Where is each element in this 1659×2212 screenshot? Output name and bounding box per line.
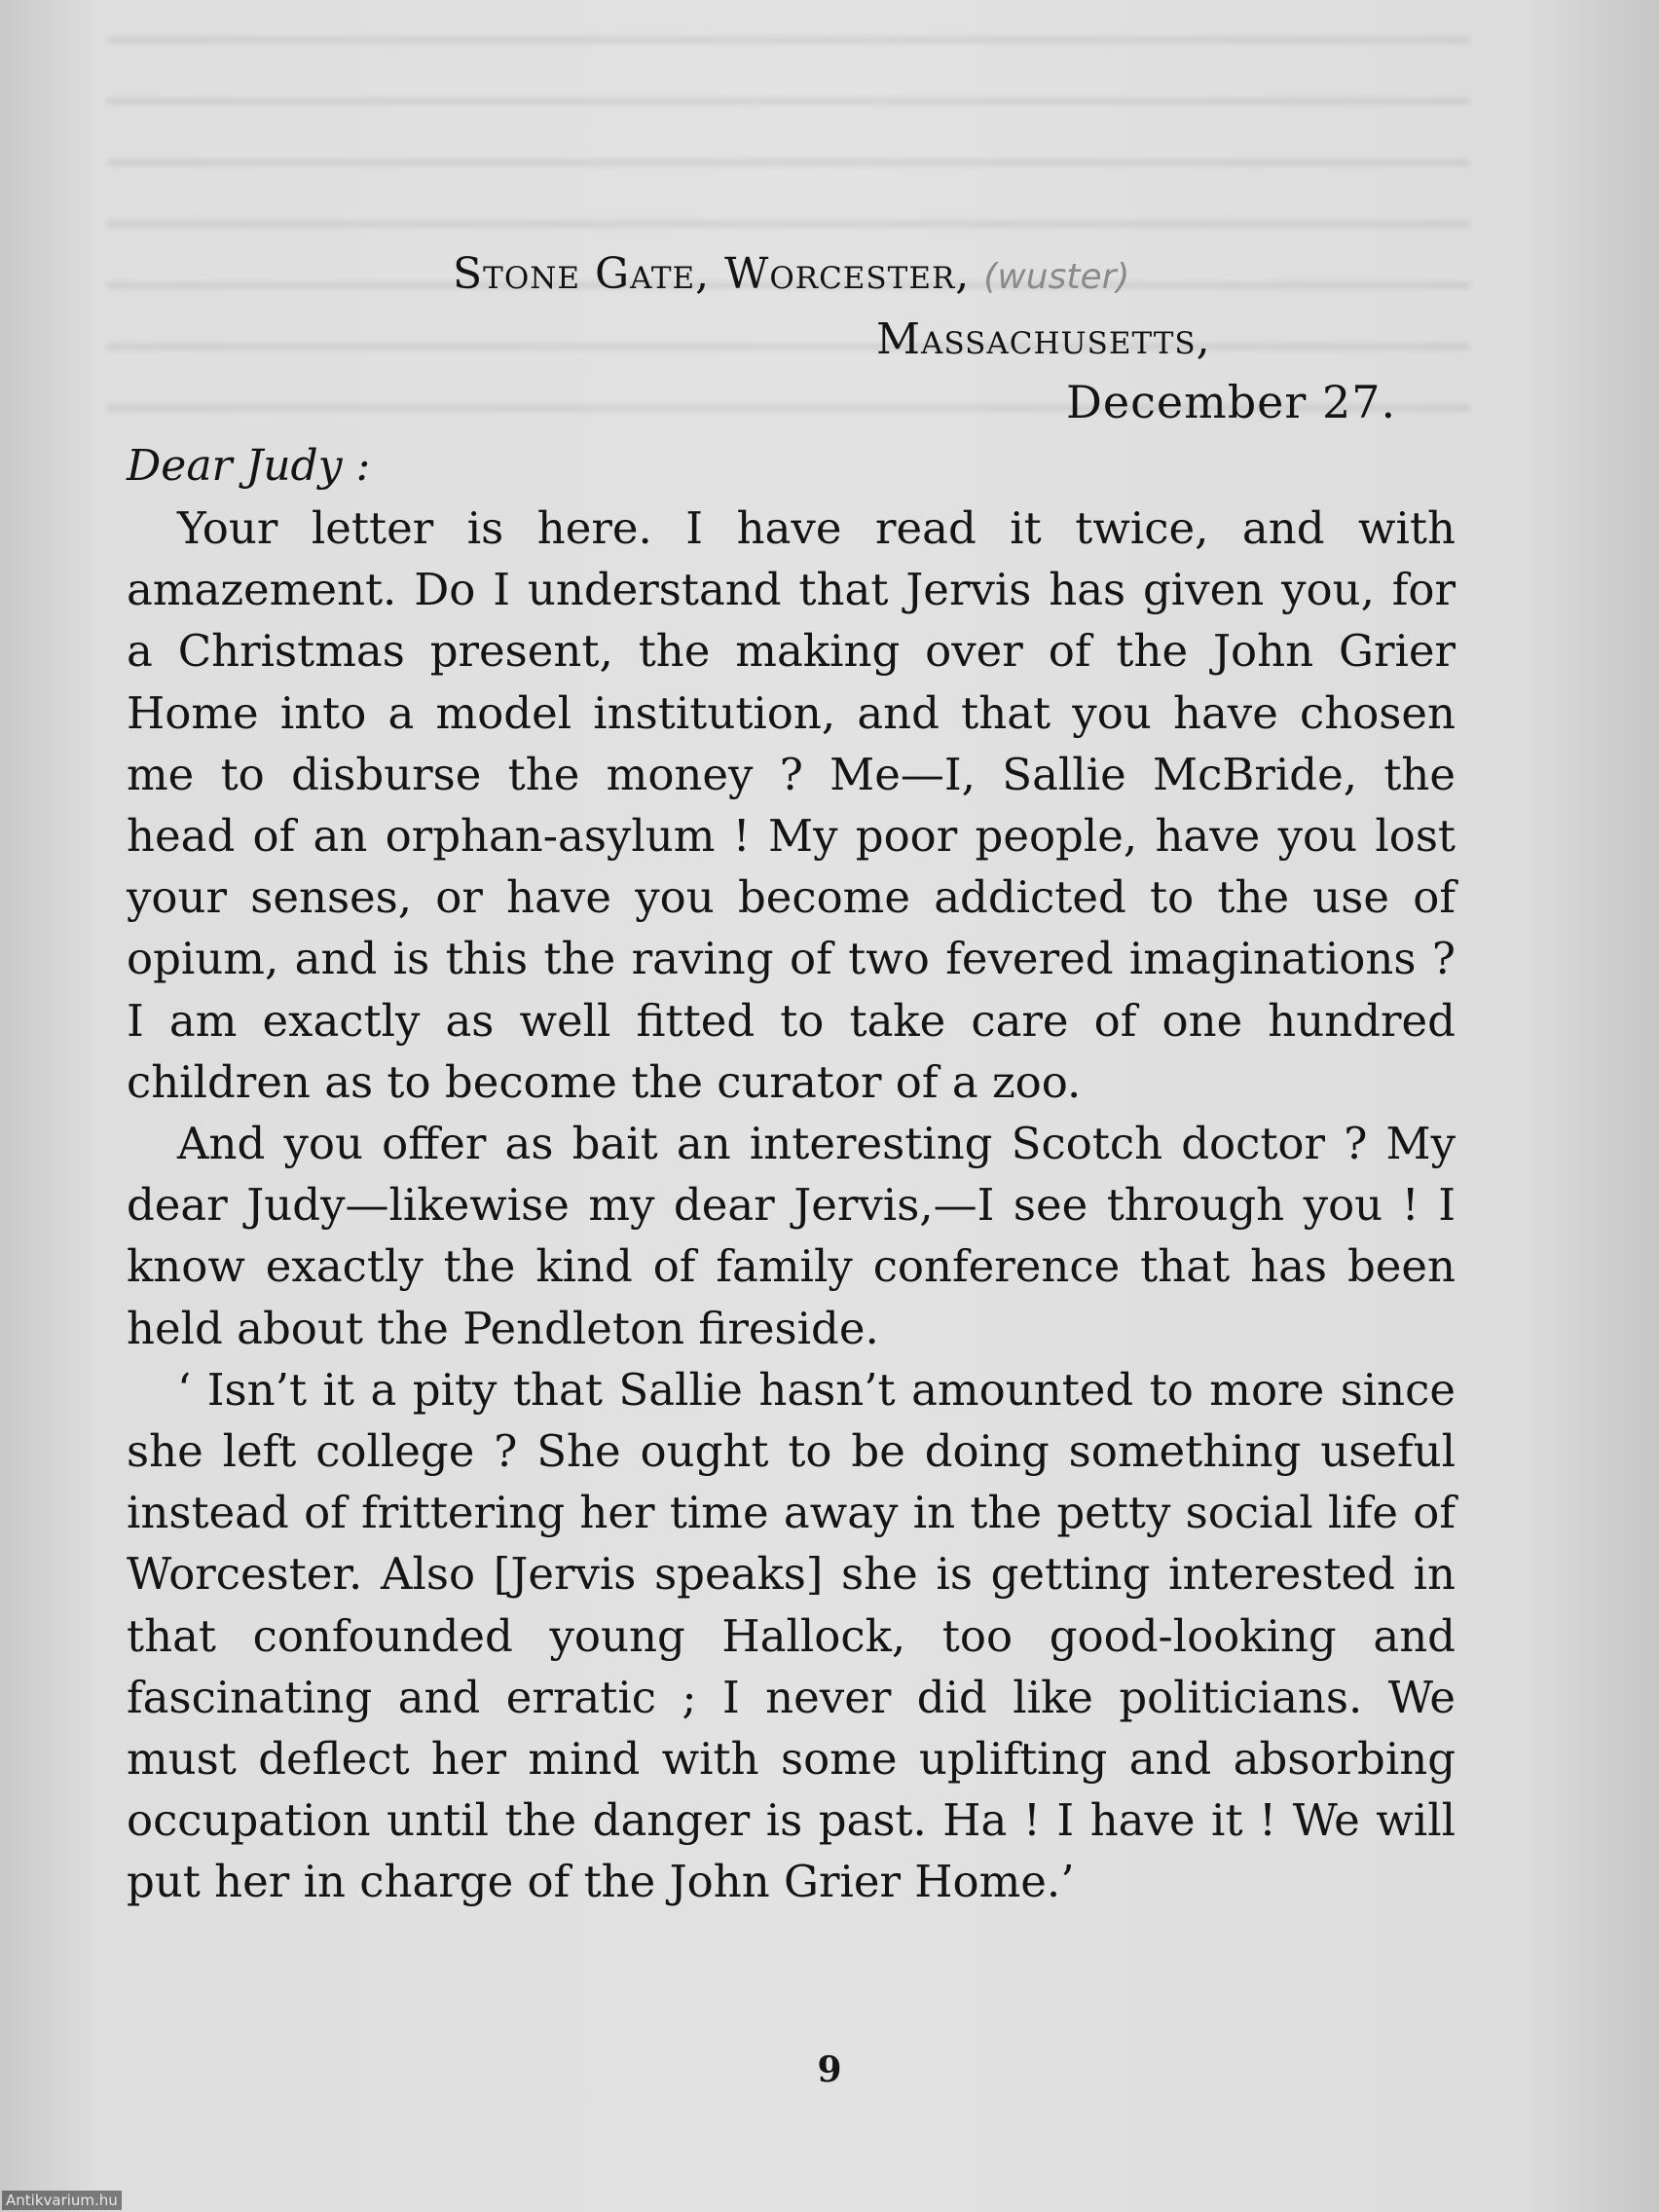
address-line-2: Massachusetts,: [876, 314, 1211, 364]
paragraph-2: And you offer as bait an interesting Scotch doctor ? My dear Judy—likewise my dear Jervis,—I see through you ! I know exactly the kind of family conference that has been held about the Pendleton fireside.: [127, 1118, 1456, 1354]
letter-body: [127, 243, 1456, 1913]
paragraph-3: ‘ Isn’t it a pity that Sallie hasn’t amounted to more since she left college ? She ought to be doing something useful instead of frittering her time away in the petty social life of Worcester. Also [Jervis speaks] she is getting interested in that confounded young Hallock, too good-looking and fascinating and erratic ; I never did like politicians. We must deflect her mind with some uplifting and absorbing occupation until the danger is past. Ha ! I have it ! We will put her in charge of the John Grier Home.’: [127, 1363, 1456, 1908]
letter-address: [127, 243, 1456, 433]
watermark: Antikvarium.hu: [2, 2191, 122, 2210]
page-number: 9: [817, 2049, 842, 2090]
pencil-annotation: (wuster): [983, 257, 1130, 297]
salutation: Dear Judy :: [127, 441, 371, 491]
paragraph-1: Your letter is here. I have read it twice, and with amazement. Do I understand that Jervis has given you, for a Christmas present, the making over of the John Grier Home into a model institution, and that you have chosen me to disburse the money ? Me—I, Sallie McBride, the head of an orphan-asylum ! My poor people, have you lost your senses, or have you become addicted to the use of opium, and is this the raving of two fevered imaginations ? I am exactly as well fitted to take care of one hundred children as to become the curator of a zoo.: [127, 502, 1456, 1108]
address-line-1: Stone Gate, Worcester,: [453, 249, 971, 299]
letter-date: December 27.: [1066, 376, 1397, 428]
